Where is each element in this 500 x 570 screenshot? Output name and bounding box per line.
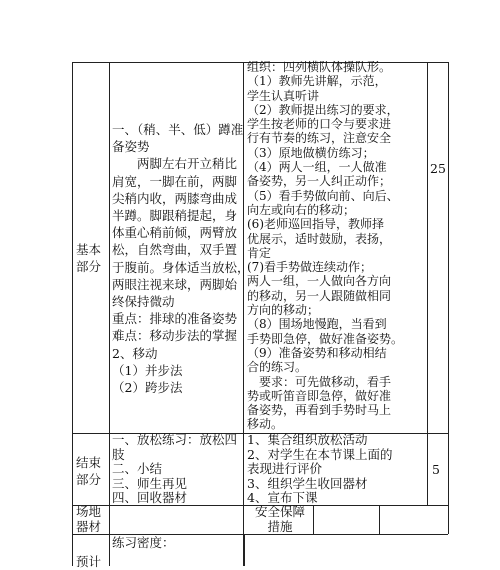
table-left-border: [72, 62, 73, 566]
content-line: 2、移动: [112, 345, 158, 361]
content-line: 二、小结: [112, 461, 163, 476]
content-line: （1）并步法: [112, 362, 183, 378]
row-end-content: [112, 433, 237, 506]
label-line: 部分: [76, 259, 102, 274]
content-line: 肩宽，一脚在前，两脚: [112, 173, 238, 189]
org-line: 学生认真听讲: [247, 88, 320, 103]
org-line: 学生按老师的口令与要求进: [247, 117, 392, 132]
org-line: （1）教师先讲解，示范，: [247, 74, 387, 89]
label-line: 场地: [76, 504, 102, 519]
org-col-border: [244, 534, 245, 566]
org-line: 表现进行评价: [247, 461, 323, 476]
content-line: 一、放松练习：放松四: [112, 432, 238, 447]
label-col-border: [109, 62, 110, 566]
table-right-border: [448, 62, 449, 534]
org-line: （3）原地做横仿练习；: [247, 145, 375, 160]
content-line: 难点：移动步法的掌握: [112, 328, 238, 344]
org-line: 优展示，适时鼓励，表扬，: [247, 231, 392, 246]
org-line: 备姿势，另一人纠正动作；: [247, 174, 392, 189]
row-basic-organization: [247, 60, 403, 432]
org-line: （9）准备姿势和移动相结: [247, 345, 387, 360]
org-line: 的移动，另一人跟随做相同: [247, 288, 392, 303]
org-line: 4、宣布下课: [247, 490, 318, 505]
content-line: 两眼注视来球，两脚始: [112, 276, 238, 292]
content-line: 终保持微动: [112, 294, 175, 310]
org-line: 1、集合组织放松活动: [247, 432, 368, 447]
row-equip-safety: [253, 504, 307, 534]
time-col-border: [427, 62, 428, 505]
org-line: 要求：可先做移动，看手: [247, 374, 392, 389]
content-line: 松，自然弯曲，双手置: [112, 242, 238, 258]
content-line: 练习密度：: [112, 535, 175, 550]
row-est-content: [112, 534, 175, 551]
equip-mid-border: [313, 505, 314, 534]
org-line: （5）看手势做向前、向后、: [247, 188, 399, 203]
label-line: 基本: [76, 242, 102, 257]
label-line: 预计: [76, 554, 102, 569]
content-line: 备姿势: [112, 139, 150, 155]
org-line: 3、组织学生收回器材: [247, 475, 368, 491]
label-line: 部分: [76, 472, 102, 487]
org-line: 2、对学生在本节课上面的: [247, 446, 393, 462]
org-line: （8）围场地慢跑，当看到: [247, 317, 387, 332]
org-line: 合的练习。: [247, 360, 308, 375]
org-line: （2）教师提出练习的要求，: [247, 102, 399, 117]
content-line: 重点：排球的准备姿势: [112, 311, 238, 327]
content-line: 于腹前。身体适当放松，: [112, 259, 250, 275]
org-line: 向左或向右的移动；: [247, 202, 356, 217]
content-line: （2）跨步法: [112, 380, 183, 396]
org-line: 行有节奏的练习，注意安全: [247, 131, 392, 146]
row-basic-time: 25: [430, 161, 446, 176]
content-line: 三、师生再见: [112, 475, 188, 491]
org-line: (6)老师巡回指导，教师择: [247, 217, 384, 232]
row-end-organization: [247, 433, 392, 506]
safety-line: 安全保障: [254, 504, 305, 519]
equip-right-divider: [379, 505, 380, 534]
row-end-label: [76, 454, 101, 488]
row-equip-label: [76, 504, 101, 534]
row-basic-label: [76, 241, 101, 275]
content-line: 体重心稍前倾，两臂放: [112, 225, 238, 241]
org-line: 手势即急停，做好准备姿势。: [247, 331, 404, 346]
org-line: 方向的移动；: [247, 303, 320, 318]
org-line: 肯定: [247, 245, 272, 260]
content-line: 一、（稍、半、低）蹲准: [112, 122, 244, 137]
org-line: 备姿势，再看到手势时马上: [247, 403, 392, 418]
content-line: 两脚左右开立稍比: [112, 156, 238, 172]
org-line: 势或听笛音即急停，做好准: [247, 388, 392, 403]
row-basic-content: [112, 121, 250, 396]
content-line: 四、回收器材: [112, 490, 188, 505]
content-line: 肢: [112, 446, 125, 462]
content-line: 半蹲。脚跟稍提起，身: [112, 208, 238, 224]
content-line: 尖稍内收，两膝弯曲成: [112, 190, 238, 206]
row-end-time: 5: [432, 462, 440, 477]
org-line: 组织：四列横队体操队形。: [247, 60, 392, 74]
label-line: 器材: [76, 519, 102, 534]
row-est-label: [76, 553, 101, 570]
org-line: 两人一组，一人做向各方向: [247, 274, 392, 289]
org-line: 移动。: [247, 417, 284, 432]
org-line: （4）两人一组，一人做准: [247, 160, 387, 175]
safety-line: 措施: [267, 519, 293, 534]
label-line: 结束: [76, 455, 102, 470]
org-line: (7)看手势做连续动作；: [247, 260, 372, 275]
